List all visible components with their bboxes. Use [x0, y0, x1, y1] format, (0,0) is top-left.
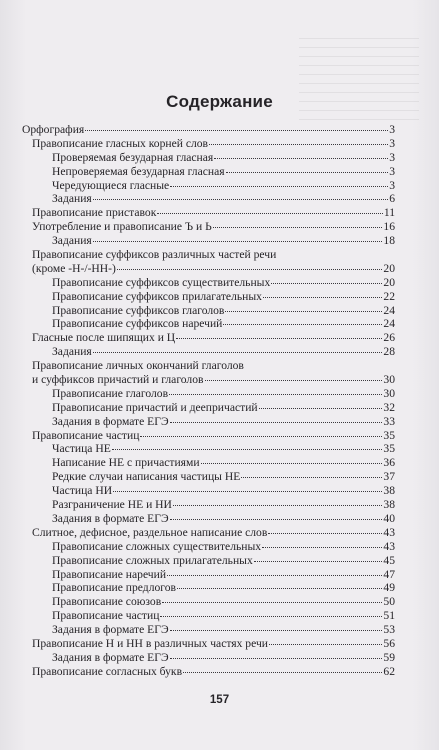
- dot-leader: [226, 172, 389, 173]
- dot-leader: [271, 283, 382, 284]
- toc-entry: [22, 429, 395, 443]
- dot-leader: [112, 449, 383, 450]
- toc-entry-title: Задания в формате ЕГЭ: [52, 650, 169, 664]
- toc-entry: [22, 123, 395, 137]
- dot-leader: [268, 533, 382, 534]
- toc-entry-title: Правописание суффиксов прилагательных: [52, 289, 262, 303]
- dot-leader: [170, 186, 388, 187]
- toc-entry-page: 26: [383, 331, 395, 345]
- toc-entry-title: Правописание глаголов: [52, 386, 169, 400]
- toc-entry: [22, 359, 395, 373]
- toc-entry-title: Орфография: [22, 123, 85, 136]
- dot-leader: [262, 547, 382, 548]
- toc-entry-page: 49: [383, 581, 395, 595]
- dot-leader: [167, 575, 382, 576]
- toc-entry: [22, 581, 395, 595]
- toc-entry: [22, 262, 395, 276]
- toc-entry: [22, 373, 395, 387]
- toc-entry-page: 56: [383, 636, 395, 650]
- dot-leader: [162, 602, 382, 603]
- toc-entry-title: Правописание сложных существительных: [52, 539, 262, 553]
- toc-entry: [22, 609, 395, 623]
- toc-entry-title: Правописание Н и НН в различных частях речи: [32, 636, 268, 650]
- toc-entry-page: 38: [383, 484, 395, 498]
- toc-entry-title: Задания: [52, 234, 92, 248]
- dot-leader: [213, 227, 383, 228]
- toc-entry-page: 43: [383, 525, 395, 539]
- toc-entry-title: Непроверяемая безударная гласная: [52, 164, 225, 178]
- toc-entry: [22, 331, 395, 345]
- toc-entry-title: Правописание суффиксов различных частей речи: [32, 248, 277, 262]
- dot-leader: [85, 130, 388, 131]
- toc-entry-page: 3: [389, 178, 395, 192]
- dot-leader: [93, 352, 383, 353]
- toc-entry: [22, 470, 395, 484]
- dot-leader: [176, 338, 382, 339]
- toc-entry: [22, 151, 395, 165]
- toc-entry: [22, 276, 395, 290]
- toc-entry: [22, 179, 395, 193]
- toc-entry-title: Правописание суффиксов наречий: [52, 317, 223, 331]
- dot-leader: [140, 436, 382, 437]
- toc-entry: [22, 623, 395, 637]
- toc-entry-page: 53: [383, 623, 395, 637]
- toc-entry-page: 30: [383, 373, 395, 387]
- toc-entry-page: 3: [389, 164, 395, 178]
- toc-entry-title: Написание НЕ с причастиями: [52, 456, 200, 470]
- toc-entry: [22, 512, 395, 526]
- toc-entry-page: 20: [383, 261, 395, 275]
- dot-leader: [160, 616, 382, 617]
- toc-entry-page: 11: [383, 206, 395, 220]
- dot-leader: [173, 505, 382, 506]
- dot-leader: [254, 561, 383, 562]
- toc-entry: [22, 540, 395, 554]
- page-title: Содержание: [166, 92, 273, 111]
- toc-entry: [22, 317, 395, 331]
- toc-entry: [22, 498, 395, 512]
- toc-entry: [22, 220, 395, 234]
- toc-entry-page: 3: [389, 136, 395, 150]
- toc-entry: [22, 387, 395, 401]
- toc-entry-page: 6: [389, 192, 395, 206]
- dot-leader: [209, 144, 388, 145]
- table-of-contents: [22, 123, 395, 679]
- dot-leader: [93, 199, 388, 200]
- toc-entry: [22, 401, 395, 415]
- toc-entry-title: Правописание причастий и деепричастий: [52, 400, 258, 414]
- toc-entry-title: Гласные после шипящих и Ц: [32, 331, 176, 345]
- toc-entry-page: 28: [383, 345, 395, 359]
- toc-entry-page: 47: [383, 567, 395, 581]
- toc-entry-title: Правописание частиц: [32, 428, 140, 442]
- toc-entry-title: Правописание сложных прилагательных: [52, 553, 253, 567]
- toc-entry: [22, 526, 395, 540]
- toc-entry: [22, 137, 395, 151]
- toc-entry-title: Правописание предлогов: [52, 581, 177, 595]
- toc-entry-page: 40: [383, 511, 395, 525]
- toc-entry-title: Задания: [52, 192, 92, 206]
- toc-entry-title: Задания в формате ЕГЭ: [52, 511, 169, 525]
- toc-entry-page: 43: [383, 539, 395, 553]
- toc-entry-title: Правописание наречий: [52, 567, 167, 581]
- dot-leader: [214, 158, 388, 159]
- toc-entry-title: Правописание частиц: [52, 609, 160, 623]
- toc-entry-page: 59: [383, 650, 395, 664]
- dot-leader: [170, 658, 383, 659]
- dot-leader: [177, 588, 382, 589]
- toc-entry-page: 35: [383, 442, 395, 456]
- toc-entry: [22, 415, 395, 429]
- toc-entry-page: 62: [383, 664, 395, 678]
- toc-entry: [22, 651, 395, 665]
- toc-entry-title: Правописание приставок: [32, 206, 157, 220]
- toc-entry-page: 20: [383, 275, 395, 289]
- toc-entry: [22, 665, 395, 679]
- toc-entry-title: Правописание согласных букв: [32, 664, 183, 678]
- dot-leader: [93, 241, 383, 242]
- toc-entry-title: Проверяемая безударная гласная: [52, 150, 214, 164]
- dot-leader: [241, 477, 382, 478]
- dot-leader: [170, 422, 383, 423]
- toc-entry-page: 35: [383, 428, 395, 442]
- toc-entry: [22, 442, 395, 456]
- toc-entry: [22, 290, 395, 304]
- toc-entry-title: Разграничение НЕ и НИ: [52, 498, 172, 512]
- dot-leader: [169, 394, 382, 395]
- toc-entry-page: 24: [383, 317, 395, 331]
- dot-leader: [269, 644, 382, 645]
- toc-entry-title: Частица НИ: [52, 484, 113, 498]
- dot-leader: [223, 324, 382, 325]
- toc-entry-title: Задания: [52, 345, 92, 359]
- toc-entry-title: и суффиксов причастий и глаголов: [32, 373, 204, 387]
- toc-entry: [22, 248, 395, 262]
- toc-entry-page: 36: [383, 456, 395, 470]
- dot-leader: [225, 311, 382, 312]
- toc-entry-title: Редкие случаи написания частицы НЕ: [52, 470, 241, 484]
- toc-entry-title: (кроме -Н-/-НН-): [32, 261, 116, 275]
- toc-entry: [22, 595, 395, 609]
- toc-entry: [22, 165, 395, 179]
- toc-entry: [22, 192, 395, 206]
- dot-leader: [201, 463, 383, 464]
- toc-entry-page: 30: [383, 386, 395, 400]
- dot-leader: [183, 672, 382, 673]
- toc-entry-title: Правописание суффиксов глаголов: [52, 303, 225, 317]
- toc-entry-title: Чередующиеся гласные: [52, 178, 170, 192]
- dot-leader: [263, 297, 382, 298]
- toc-entry: [22, 637, 395, 651]
- toc-entry-page: 24: [383, 303, 395, 317]
- toc-entry-page: 18: [383, 234, 395, 248]
- toc-entry-title: Правописание суффиксов существительных: [52, 275, 271, 289]
- page-number: 157: [209, 694, 230, 706]
- dot-leader: [170, 519, 383, 520]
- toc-entry: [22, 554, 395, 568]
- toc-entry-page: 50: [383, 595, 395, 609]
- toc-entry: [22, 568, 395, 582]
- toc-entry-title: Частица НЕ: [52, 442, 111, 456]
- toc-entry-title: Правописание союзов: [52, 595, 162, 609]
- toc-entry-page: 32: [383, 400, 395, 414]
- toc-entry-page: 16: [383, 220, 395, 234]
- dot-leader: [157, 213, 382, 214]
- toc-entry-page: 3: [389, 123, 395, 136]
- toc-entry-page: 51: [383, 609, 395, 623]
- toc-entry-title: Задания в формате ЕГЭ: [52, 414, 169, 428]
- toc-entry: [22, 484, 395, 498]
- toc-entry: [22, 304, 395, 318]
- toc-entry-page: 38: [383, 498, 395, 512]
- toc-entry-title: Задания в формате ЕГЭ: [52, 623, 169, 637]
- toc-entry: [22, 206, 395, 220]
- toc-entry-page: 37: [383, 470, 395, 484]
- toc-entry: [22, 456, 395, 470]
- toc-entry-page: 3: [389, 150, 395, 164]
- toc-entry-page: 33: [383, 414, 395, 428]
- dot-leader: [113, 491, 382, 492]
- toc-entry: [22, 234, 395, 248]
- toc-entry-title: Употребление и правописание Ъ и Ь: [32, 220, 212, 234]
- toc-entry: [22, 345, 395, 359]
- toc-entry-title: Правописание личных окончаний глаголов: [32, 359, 244, 373]
- toc-entry-page: 22: [383, 289, 395, 303]
- toc-entry-title: Правописание гласных корней слов: [32, 136, 209, 150]
- toc-entry-page: 45: [383, 553, 395, 567]
- dot-leader: [170, 630, 383, 631]
- dot-leader: [117, 269, 383, 270]
- toc-entry-title: Слитное, дефисное, раздельное написание слов: [32, 525, 268, 539]
- dot-leader: [205, 380, 383, 381]
- dot-leader: [259, 408, 383, 409]
